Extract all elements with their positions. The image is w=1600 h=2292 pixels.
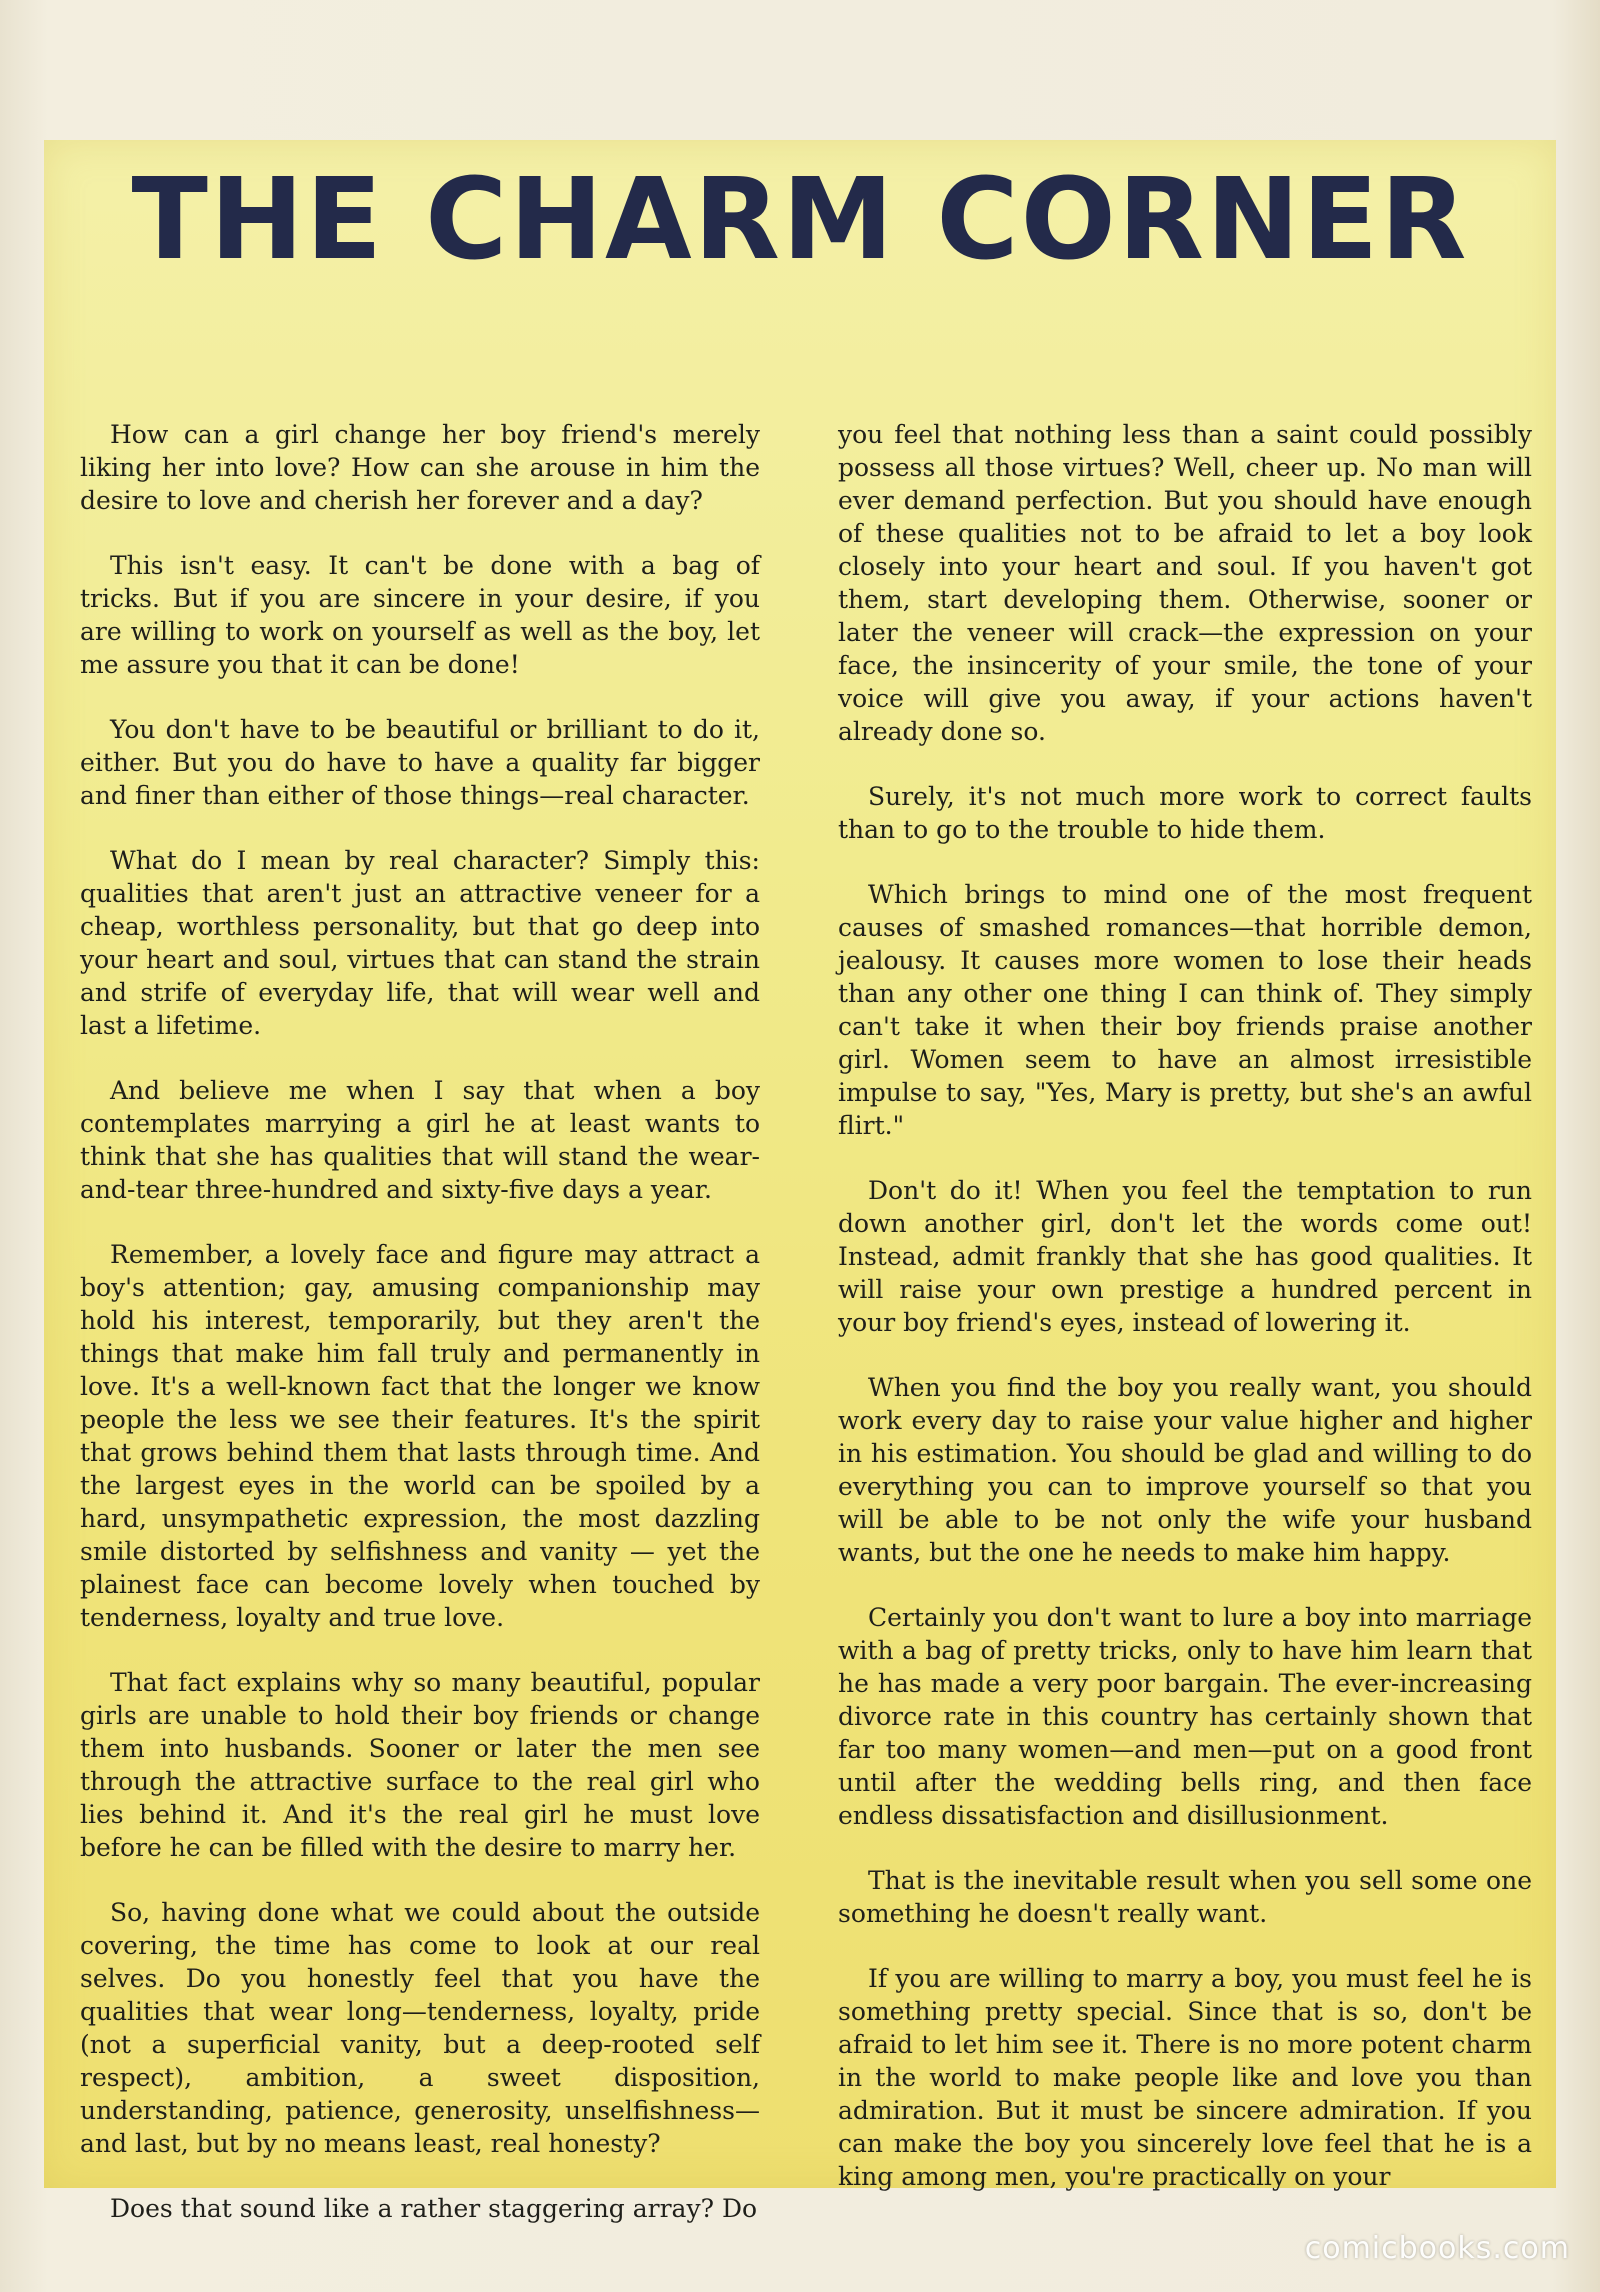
paragraph: If you are willing to marry a boy, you must feel he is something pretty special. Since that is so, don't be afraid to let him see it. There is no more potent charm in the world to make people like and love you than admiration. But it must be sincere admiration. If you can make the boy you sincerely love feel that he is a king among men, you're practically on your: [838, 1964, 1532, 2191]
page-title: THE CHARM CORNER: [131, 155, 1469, 285]
site-watermark: comicbooks.com: [1304, 2231, 1570, 2266]
article-column-right: [838, 418, 1532, 2191]
paragraph: So, having done what we could about the outside covering, the time has come to look at our real selves. Do you honestly feel that you have the qualities that wear long—tenderness, loyalty, pride (not a superficial vanity, but a deep-rooted self respect), ambition, a sweet disposition, understanding, patience, generosity, unselfishness—and last, but by no means least, real honesty?: [80, 1898, 760, 2158]
paragraph: You don't have to be beautiful or brilliant to do it, either. But you do have to have a quality far bigger and finer than either of those things—real character.: [80, 715, 760, 810]
paragraph: Which brings to mind one of the most frequent causes of smashed romances—that horrible demon, jealousy. It causes more women to lose their heads than any other one thing I can think of. They simply can't take it when their boy friends praise another girl. Women seem to have an almost irresistible impulse to say, "Yes, Mary is pretty, but she's an awful flirt.": [838, 880, 1532, 1140]
paragraph: That is the inevitable result when you sell some one something he doesn't really want.: [838, 1866, 1532, 1928]
paragraph: you feel that nothing less than a saint could possibly possess all those virtues? Well, cheer up. No man will ever demand perfection. But you should have enough of these qualities not to be afraid to let a boy look closely into your heart and soul. If you haven't got them, start developing them. Otherwise, sooner or later the veneer will crack—the expression on your face, the insincerity of your smile, the tone of your voice will give you away, if your actions haven't already done so.: [838, 420, 1532, 746]
paragraph: That fact explains why so many beautiful, popular girls are unable to hold their boy friends or change them into husbands. Sooner or later the men see through the attractive surface to the real girl who lies behind it. And it's the real girl he must love before he can be filled with the desire to marry her.: [80, 1668, 760, 1862]
article-column-left: [80, 418, 760, 2223]
paragraph: When you find the boy you really want, you should work every day to raise your value higher and higher in his estimation. You should be glad and willing to do everything you can to improve yourself so that you will be able to be not only the wife your husband wants, but the one he needs to make him happy.: [838, 1373, 1532, 1567]
paragraph: Does that sound like a rather staggering array? Do: [110, 2194, 758, 2223]
paragraph: This isn't easy. It can't be done with a bag of tricks. But if you are sincere in your desire, if you are willing to work on yourself as well as the boy, let me assure you that it can be done!: [80, 551, 760, 679]
paragraph: Remember, a lovely face and figure may attract a boy's attention; gay, amusing companionship may hold his interest, temporarily, but they aren't the things that make him fall truly and permanently in love. It's a well-known fact that the longer we know people the less we see their features. It's the spirit that grows behind them that lasts through time. And the largest eyes in the world can be spoiled by a hard, unsympathetic expression, the most dazzling smile distorted by selfishness and vanity — yet the plainest face can become lovely when touched by tenderness, loyalty and true love.: [80, 1240, 760, 1632]
paragraph: How can a girl change her boy friend's merely liking her into love? How can she arouse in him the desire to love and cherish her forever and a day?: [80, 420, 760, 515]
paragraph: Don't do it! When you feel the temptation to run down another girl, don't let the words come out! Instead, admit frankly that she has good qualities. It will raise your own prestige a hundred percent in your boy friend's eyes, instead of lowering it.: [838, 1176, 1532, 1337]
paragraph: Surely, it's not much more work to correct faults than to go to the trouble to hide them.: [838, 782, 1532, 844]
paragraph: Certainly you don't want to lure a boy into marriage with a bag of pretty tricks, only to have him learn that he has made a very poor bargain. The ever-increasing divorce rate in this country has certainly shown that far too many women—and men—put on a good front until after the wedding bells ring, and then face endless dissatisfaction and disillusionment.: [838, 1603, 1532, 1830]
paragraph: And believe me when I say that when a boy contemplates marrying a girl he at least wants to think that she has qualities that will stand the wear-and-tear three-hundred and sixty-five days a year.: [80, 1076, 760, 1204]
paragraph: What do I mean by real character? Simply this: qualities that aren't just an attractive veneer for a cheap, worthless personality, but that go deep into your heart and soul, virtues that can stand the strain and strife of everyday life, that will wear well and last a lifetime.: [80, 846, 760, 1040]
